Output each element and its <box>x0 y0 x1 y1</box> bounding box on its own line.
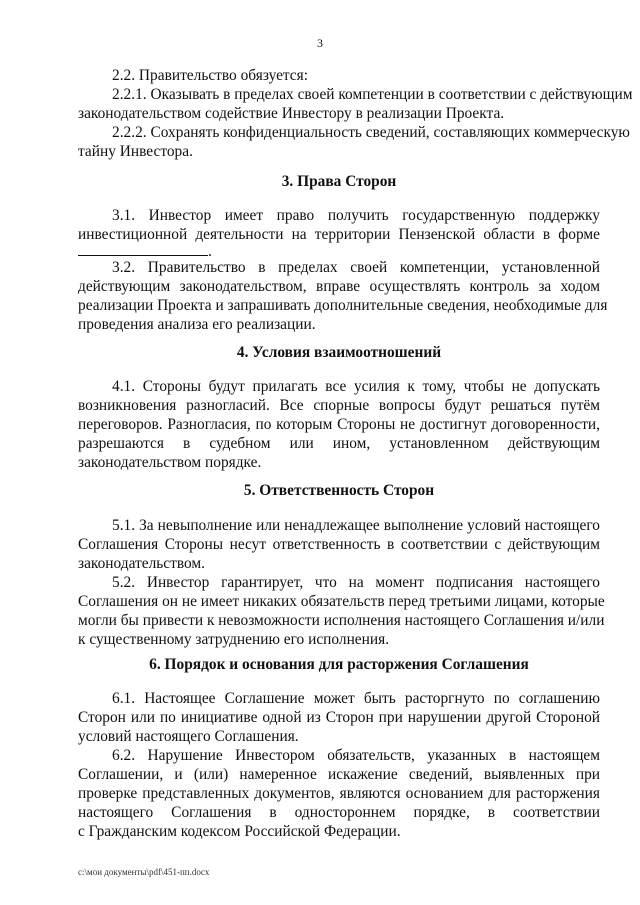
text-line: с Гражданским кодексом Российской Федерации. <box>78 823 401 840</box>
text-line: Соглашения Стороны несут ответственность в соответствии с действующим <box>78 536 600 553</box>
text-line: Соглашения он не имеет никаких обязательств перед третьими лицами, которые <box>78 593 605 610</box>
text-line: проверке представленных документов, являются основанием для расторжения <box>78 785 600 802</box>
text-line: законодательством. <box>78 555 206 572</box>
text-line: 2.2.1. Оказывать в пределах своей компетенции в соответствии с действующим <box>112 86 633 103</box>
text-line: 5.2. Инвестор гарантирует, что на момент подписания настоящего <box>112 574 600 591</box>
text-line: разрешаются в судебном или ином, установленном действующим <box>78 435 600 452</box>
text-line: 2.2.2. Сохранять конфиденциальность сведений, составляющих коммерческую <box>112 124 630 141</box>
text-line: проведения анализа его реализации. <box>78 316 316 333</box>
footer-file-path: c:\мои документы\pdf\451-пп.docx <box>78 867 210 877</box>
text-line: действующим законодательством, вправе осуществлять контроль за ходом <box>78 278 600 295</box>
text-line: 3.2. Правительство в пределах своей компетенции, установленной <box>112 259 600 276</box>
text-line: 4.1. Стороны будут прилагать все усилия к тому, чтобы не допускать <box>112 378 600 395</box>
text-line: 2.2. Правительство обязуется: <box>112 67 308 84</box>
text-line: к существенному затруднению его исполнения. <box>78 631 390 648</box>
text-line: могли бы привести к невозможности исполнения настоящего Соглашения и/или <box>78 612 605 629</box>
text-line: возникновения разногласий. Все спорные вопросы будут решаться путём <box>78 397 600 414</box>
page-number: 3 <box>317 36 323 50</box>
text-line: законодательством порядке. <box>78 454 262 471</box>
text-line: реализации Проекта и запрашивать дополнительные сведения, необходимые для <box>78 297 608 314</box>
text-line: 6.1. Настоящее Соглашение может быть расторгнуто по соглашению <box>112 690 600 707</box>
text-line: законодательством содействие Инвестору в реализации Проекта. <box>78 105 505 122</box>
text-line: . <box>208 243 212 260</box>
text-line: тайну Инвестора. <box>78 143 193 160</box>
section-heading-6: 6. Порядок и основания для расторжения Соглашения <box>149 656 529 673</box>
text-line: 6.2. Нарушение Инвестором обязательств, указанных в настоящем <box>112 747 600 764</box>
text-line: инвестиционной деятельности на территории Пензенской области в форме <box>78 226 600 243</box>
text-line: 3.1. Инвестор имеет право получить государственную поддержку <box>112 207 600 224</box>
text-line: условий настоящего Соглашения. <box>78 728 299 745</box>
section-heading-3: 3. Права Сторон <box>281 173 397 190</box>
text-line: переговоров. Разногласия, по которым Стороны не достигнут договоренности, <box>78 416 600 433</box>
section-heading-5: 5. Ответственность Сторон <box>243 482 435 499</box>
text-line: настоящего Соглашения в одностороннем порядке, в соответствии <box>78 804 600 821</box>
blank-field <box>78 241 208 256</box>
text-line: 5.1. За невыполнение или ненадлежащее выполнение условий настоящего <box>112 517 600 534</box>
text-line: Соглашении, и (или) намеренное искажение сведений, выявленных при <box>78 766 600 783</box>
text-line: Сторон или по инициативе одной из Сторон при нарушении другой Стороной <box>78 709 600 726</box>
section-heading-4: 4. Условия взаимоотношений <box>236 344 442 361</box>
